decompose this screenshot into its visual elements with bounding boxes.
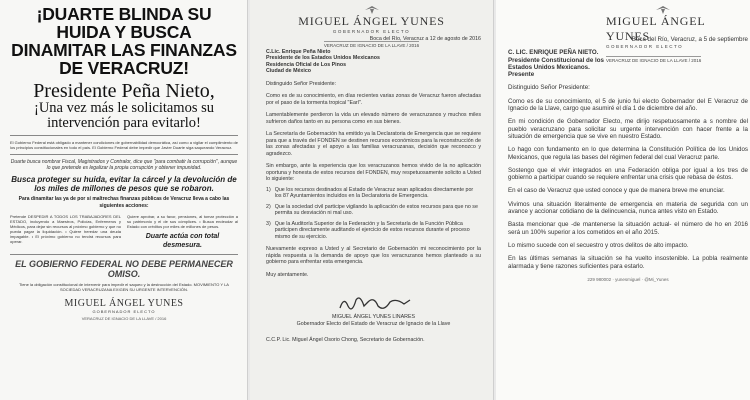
ad-desmesura: Duarte actúa con total desmesura. <box>145 233 220 249</box>
addr-line: Presidente de los Estados Unidos Mexicanos <box>266 55 380 61</box>
ad-list-title: Para dinamitar las ya de por sí maltrechas finanzas públicas de Veracruz lleva a cabo las siguientes acciones: <box>18 196 230 209</box>
ad-subhead-2: ¡Una vez más le solicitamos su intervención para evitarlo! <box>34 100 214 131</box>
letterhead-role: GOBERNADOR ELECTO <box>332 29 411 34</box>
paragraph: En las últimas semanas la situación se ha vuelto insostenible. La pobla realmente alarmada y tiene razones suficientes para estarlo. <box>508 255 748 270</box>
addr-line: C.Lic. Enrique Peña Nieto <box>266 48 331 55</box>
addr-line: Ciudad de México <box>266 68 312 74</box>
letterhead-dest: VERACRUZ DE IGNACIO DE LA LLAVE / 2016 <box>323 43 420 48</box>
ad-col-right: Quiere aprobar, a su favor, pensiones, al tomar protección a su patrimonio y el de sus cómplices. • Busca endeudar al Estado con créditos por miles de millones de pesos. <box>127 214 238 229</box>
greeting: Distinguido Señor Presidente: <box>508 84 590 92</box>
list-item-text: Que la sociedad civil participe vigilando la aplicación de estos recursos para que no se permita su desviación ni mal uso. <box>274 203 478 216</box>
letter-date: Boca del Río, Veracruz a 12 de agosto de 2016 <box>369 36 481 42</box>
list-item: 3) Que la Auditoría Superior de la Federación y la Secretaría de la Función Pública participen directamente auditando el ejercicio de estos recursos durante el proceso mismo de su ejercicio. <box>266 221 481 241</box>
letter-body <box>266 36 481 344</box>
signature-block <box>266 292 481 327</box>
paragraph: En mi condición de Gobernador Electo, me dirijo respetuosamente a s nombre del pueblo veracruzano para solicitar su urgente intervención con hacer frente a la situación de emergencia que se vive en nuestro Estado. <box>508 118 748 140</box>
paragraph: Lamentablemente perdieron la vida un elevado número de veracruzanos y muchos miles sufrieron daños tanto en su persona como en sus bienes. <box>266 112 481 125</box>
letterhead-name: MIGUEL ÁNGEL YUNES <box>298 14 445 28</box>
paragraph: En el caso de Veracruz que usted conoce y que de manera breve me enunciar. <box>508 187 725 195</box>
letterhead-name: MIGUEL ÁNGEL YUNES <box>606 14 706 43</box>
ad-highlight: Busca proteger su huida, evitar la cárcel y la devolución de los miles de millones de pesos que se robaron. <box>11 175 237 193</box>
ad-closing: Tiene la obligación constitucional de intervenir para impedir el saqueo y la destrucción del Estado. MOVIMIENTO Y LA SOCIEDAD VERACRUZANA EXIGEN SU URGENTE INTERVENCIÓN. <box>19 282 229 292</box>
divider <box>10 254 238 255</box>
letterhead-role: GOBERNADOR ELECTO <box>606 44 684 49</box>
letter-footer: 229 980002 · yunesmiguel · @Mi_Yunes <box>587 276 669 282</box>
greeting: Distinguido Señor Presidente: <box>266 80 337 87</box>
ad-sig-name: MIGUEL ÁNGEL YUNES <box>64 298 184 309</box>
ad-banner: EL GOBIERNO FEDERAL NO DEBE PERMANECER OMISO. <box>15 259 233 279</box>
addr-line: Presente <box>508 71 535 79</box>
paragraph: Nuevamente expreso a Usted y al Secretario de Gobernación mi reconocimiento por la rápida respuesta a la demanda de apoyo que los veracruzanos hemos planteado a su gobierno para enfrentar esta emergencia. <box>266 246 481 265</box>
paragraph: La Secretaría de Gobernación ha emitido ya la Declaratoria de Emergencia que se requiere para que a través del FONDEN se destinen recursos económicos para la reconstrucción de las zonas afectadas y el apoyo a las familias veracruzanas, decisión que reconozco y agradezco. <box>266 131 481 157</box>
signer-name: MIGUEL ÁNGEL YUNES LINARES <box>331 314 416 320</box>
newspaper-ad <box>0 0 248 400</box>
letter-date: Boca del Río, Veracruz, a 5 de septiembre <box>631 36 748 43</box>
paragraph: Sin embargo, ante la experiencia que los veracruzanos hemos vivido de la no aplicación oportuna y honesta de estos recursos del FONDEN, muy respetuosamente solicito a Usted lo siguiente: <box>266 163 481 182</box>
letter-september <box>496 0 750 400</box>
closing: Muy atentamente. <box>266 271 309 278</box>
addr-line: Residencia Oficial de Los Pinos <box>266 61 347 68</box>
eagle-icon <box>656 6 670 14</box>
eagle-icon <box>365 6 379 14</box>
list-item: 1) Que los recursos destinados al Estado de Veracruz sean aplicados directamente por los 87 Ayuntamientos incluidos en la Declaratoria de Emergencia. <box>266 187 481 200</box>
handwritten-signature <box>334 292 414 314</box>
ad-col-right-wrap <box>127 214 238 250</box>
list-item: 2) Que la sociedad civil participe vigilando la aplicación de estos recursos para que no se permita su desviación ni mal uso. <box>266 204 481 217</box>
ad-signature-block <box>10 298 238 321</box>
letterhead-dest: VERACRUZ DE IGNACIO DE LA LLAVE / 2016 <box>606 58 702 63</box>
addr-line: Presidente Constitucional de los <box>508 56 604 64</box>
paragraph: Lo hago con fundamento en lo que determina la Constitución Política de los Unidos Mexicanos, que regula las bases del régimen federal del cual Veracruz parte. <box>508 146 748 161</box>
signer-role: Gobernador Electo del Estado de Veracruz de Ignacio de la Llave <box>296 320 451 327</box>
addr-line: C. LIC. ENRIQUE PEÑA NIETO. <box>508 49 599 57</box>
divider <box>10 154 238 155</box>
paragraph: Basta mencionar que -de mantenerse la situación actual- el número de ho en 2016 será un 100% superior a los cometidos en el año 2015. <box>508 221 748 236</box>
paragraph: Como es de su conocimiento, en días recientes varias zonas de Veracruz fueron afectadas por el paso de la tormenta tropical "Earl". <box>266 93 481 106</box>
list-item-text: Que la Auditoría Superior de la Federación y la Secretaría de la Función Pública participen directamente auditando el ejercicio de estos recursos durante el proceso mismo de su ejercicio. <box>274 220 470 240</box>
ccp: C.C.P. Lic. Miguel Ángel Osorio Chong, Secretario de Gobernación. <box>266 337 425 343</box>
ad-sig-role: GOBERNADOR ELECTO <box>92 309 156 314</box>
request-list <box>266 187 481 241</box>
letter-august <box>250 0 494 400</box>
divider <box>10 135 238 136</box>
paragraph: Sostengo que el vivir integrados en una Federación obliga por igual a los tres de gobierno a participar cuando se requiere enfrentar una crisis que rebasa de éstos. <box>508 166 748 182</box>
ad-intro: El Gobierno Federal está obligado a mantener condiciones de gobernabilidad democrática, así como a vigilar el cumplimiento de los principios constitucionales en todo el país. El Gobierno Federal debe impedir que Javier Duarte siga saqueando Veracruz. <box>10 140 238 150</box>
ad-bold-line: Duarte busca nombrar Fiscal, Magistrados y Contralor, dice que "para combatir la corrupción", aunque lo que pretende es legalizar la propia corrupción y obtener impunidad. <box>10 159 238 171</box>
paragraph: Como es de su conocimiento, el 5 de junio fui electo Gobernador del E Veracruz de Ignacio de la Llave, cargo que asumiré el día 1 de diciembre del año. <box>508 97 748 113</box>
ad-sig-foot: VERACRUZ DE IGNACIO DE LA LLAVE / 2016 <box>81 316 167 321</box>
ad-columns <box>10 214 238 250</box>
list-item-text: Que los recursos destinados al Estado de Veracruz sean aplicados directamente por los 87 Ayuntamientos incluidos en la Declaratoria de Emergencia. <box>274 186 474 199</box>
letter-body <box>508 36 748 283</box>
ad-subhead: Presidente Peña Nieto, <box>33 80 215 102</box>
ad-col-left: Pretende DESPEDIR A TODOS LOS TRABAJADORES DEL ESTADO, incluyendo a Maestros, Policías, Enfermeros y Médicos, para dejar sin recursos al próximo gobierno y que no pueda pagar la liquidación. • Quiere heredar una deuda impagable. • El próximo gobierno no tendrá recursos para operar. <box>10 214 121 244</box>
paragraph: Vivimos una situación literalmente de emergencia en materia de segurida con un avance y accionar cotidiano de la delincuencia, nunca antes visto en Estado. <box>508 200 748 216</box>
addr-line: Estados Unidos Mexicanos. <box>508 63 590 71</box>
paragraph: Lo mismo sucede con el secuestro y otros delitos de alto impacto. <box>508 241 689 249</box>
ad-headline: ¡DUARTE BLINDA SU HUIDA Y BUSCA DINAMITAR LAS FINANZAS DE VERACRUZ! <box>11 4 237 78</box>
